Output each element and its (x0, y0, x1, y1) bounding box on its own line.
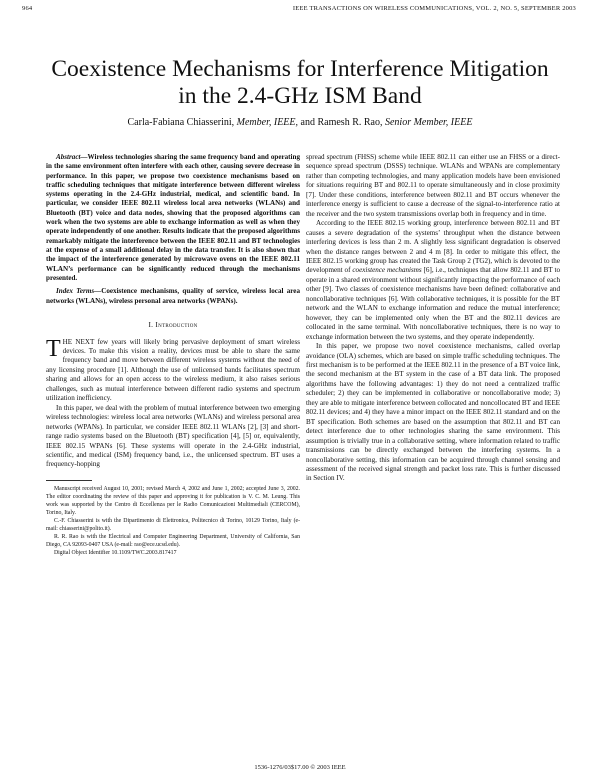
right-column (306, 153, 560, 484)
section-heading (46, 320, 300, 329)
index-terms-label: Index Terms— (56, 287, 102, 296)
author-and: and (300, 117, 315, 128)
running-header: IEEE TRANSACTIONS ON WIRELESS COMMUNICATIONS, VOL. 2, NO. 5, SEPTEMBER 2003 (292, 5, 576, 12)
footnote-author-2: R. R. Rao is with the Electrical and Computer Engineering Department, University of California, San Diego, CA 92093-0407 USA (e-mail: rao@ece.ucsd.edu). (46, 533, 300, 548)
abstract-text: Wireless technologies sharing the same frequency band and operating in the same environment often interfere with each other, causing severe decrease in performance. In this paper, we propose two coexistence mechanisms based on traffic scheduling techniques that mitigate interference between different wireless systems operating in the 2.4-GHz industrial, medical, and scientific band. In particular, we consider IEEE 802.11 wireless local area networks (WLANs) and Bluetooth (BT) voice and data nodes, showing that the proposed algorithms can work when the two systems are able to exchange information as well as when they operate independently of one another. Results indicate that the proposed algorithms remarkably mitigate the interference between the IEEE 802.11 and BT technologies at the expense of a small additional delay in the data transfer. It is also shown that the impact of the interference generated by microwave ovens on the IEEE 802.11 WLAN’s performance can be significantly reduced through the mechanisms presented. (46, 153, 300, 282)
title-line-1: Coexistence Mechanisms for Interference Mitigation (51, 56, 549, 82)
footnotes (46, 485, 300, 557)
footnote-divider (46, 480, 92, 481)
index-terms (46, 287, 300, 306)
copyright-footer: 1536-1276/03$17.00 © 2003 IEEE (254, 764, 346, 771)
intro-paragraph-2: In this paper, we deal with the problem of mutual interference between two emerging wireless technologies: wireless local area networks (WLANs) and wireless personal area networks (WPANs). In particular, we consider IEEE 802.11 WLANs [2], [3] and short-range radio systems based on the Bluetooth (BT) specification [4], [5] or, equivalently, IEEE 802.15 WPANs [6]. These systems will operate in the 2.4-GHz industrial, scientific, and medical (ISM) frequency band, i.e., the unlicensed spectrum. BT uses a frequency-hopping (46, 403, 300, 469)
paper-title (20, 56, 580, 110)
drop-cap: T (46, 335, 61, 362)
lead-caps: HE NEXT (62, 337, 95, 346)
title-line-2: in the 2.4-GHz ISM Band (178, 83, 422, 109)
author-line (20, 117, 580, 128)
intro-paragraph-1 (46, 335, 300, 404)
body-paragraph-2 (306, 219, 560, 342)
body-paragraph-2-a: According to the IEEE 802.15 working group, interference between 802.11 and BT causes a severe degradation of the systems’ throughput when the distance between interfering devices is less than 2 m. A slightly less significant degradation is observed when the distance ranges between 2 and 4 m [8]. In order to mitigate this effect, the IEEE 802.15 working group has created the Task Group 2 (TG2), which is devoted to the development of (306, 219, 560, 275)
author-1: Carla-Fabiana Chiasserini, (127, 117, 235, 128)
abstract (46, 153, 300, 283)
footnote-author-1: C.-F. Chiasserini is with the Dipartimento di Elettronica, Politecnico di Torino, 10129 Torino, Italy (e-mail: chiasserini@polito.it). (46, 517, 300, 532)
body-paragraph-1: spread spectrum (FHSS) scheme while IEEE 802.11 can either use an FHSS or a direct-sequence spread spectrum (DSSS) technique. WLANs and WPANs are complementary rather than competing technologies, and many application models have been envisioned for situations requiring BT and 802.11 to operate simultaneously and in close proximity [7]. Under these conditions, interference between 802.11 and BT occurs whenever the interference energy is sufficient to cause a decrease of the signal-to-interference ratio at the receiver and the two system transmissions overlap both in frequency and in time. (306, 153, 560, 218)
body-paragraph-2-b: [6], i.e., techniques that allow 802.11 and BT to operate in a shared environment without significantly impacting the performance of each other [9]. Two classes of coexistence mechanisms have been defined: collaborative and noncollaborative techniques [6]. With collaborative techniques, it is possible for the BT network and the WLAN to exchange information and reduce the mutual interference; however, they can be implemented only when the BT and the 802.11 devices are collocated in the same terminal. With noncollaborative techniques, there is no way to exchange information between the two systems, and they operate independently. (306, 266, 560, 341)
author-2: Ramesh R. Rao, (317, 117, 383, 128)
section-title: Introduction (155, 320, 198, 330)
page-number: 964 (22, 5, 33, 12)
footnote-doi: Digital Object Identifier 10.1109/TWC.2003.817417 (54, 549, 177, 556)
index-terms-text: Coexistence mechanisms, quality of service, wireless local area networks (WLANs), wireless personal area networks (WPANs). (46, 287, 301, 305)
footnote-manuscript: Manuscript received August 10, 2001; revised March 4, 2002 and June 1, 2002; accepted June 3, 2002. The editor coordinating the review of this paper and approving it for publication is V. C. M. Leung. This work was supported by the Centro di Eccellenza per le Radio Comunicazioni Multimediali (CERCOM), Torino, Italy. (46, 485, 300, 516)
author-2-role: Senior Member, IEEE (384, 117, 473, 128)
body-paragraph-3: In this paper, we propose two novel coexistence mechanisms, called overlap avoidance (OLA) schemes, which are based on simple traffic scheduling techniques. The first mechanism is to be performed at the IEEE 802.11 in the presence of a BT voice link, the second mechanism at the BT system in the case of a BT data link. The proposed algorithms have the following advantages: 1) they do not need a centralized traffic scheduler; 2) they can be implemented in collaborative or noncollaborative mode; 3) they are able to mitigate interference between collocated and noncollocated BT and IEEE 802.11 devices; and 4) they have a minor impact on the IEEE 802.11 standard and on the BT specification. Both schemes are based on the assumption that 802.11 and BT can detect interference due to other technologies sharing the same environment. This assumption is trivially true in a collaborative setting, where information related to traffic transmissions can be directly exchanged between the interfering systems. In a noncollaborative setting, this information can be acquired through channel sensing and assessment of the received signal strength and packet loss rate. This is further discussed in Section IV. (306, 342, 560, 483)
author-1-role: Member, IEEE, (236, 117, 299, 128)
left-column (46, 153, 300, 557)
intro-paragraph-1-text: few years will likely bring pervasive deployment of smart wireless devices. To make this vision a reality, devices must be able to share the same frequency band and move between different wireless systems without the need of any licensing procedure [1]. Although the use of unlicensed bands facilitates spectrum sharing and allows for an open access to the wireless medium, it also raises serious challenges, such as mutual interference between different radio systems and spectrum utilization inefficiency. (46, 337, 300, 403)
section-number: I. (148, 320, 154, 330)
body-paragraph-2-emphasis: coexistence mechanisms (352, 266, 422, 275)
abstract-label: Abstract— (56, 153, 88, 161)
